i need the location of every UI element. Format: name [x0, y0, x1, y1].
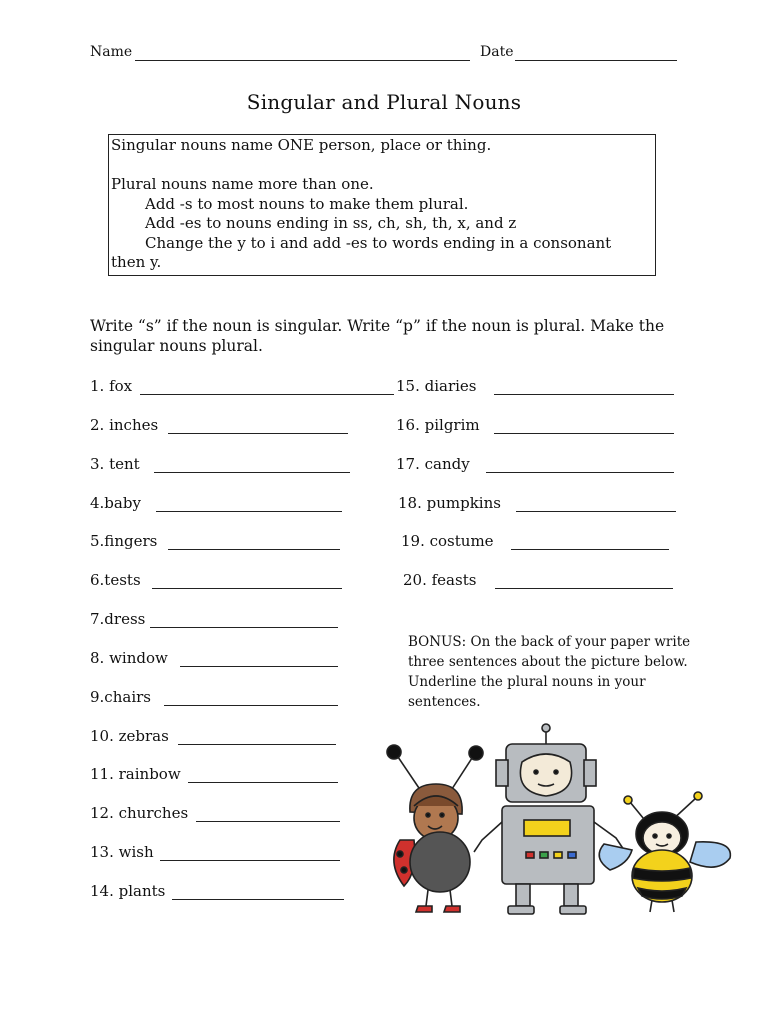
list-item [90, 416, 350, 438]
name-label: Name [90, 44, 133, 60]
answer-line[interactable] [178, 744, 336, 745]
rule-y-to-i-continued: then y. [111, 253, 162, 271]
rule-add-s: Add -s to most nouns to make them plural. [145, 194, 469, 213]
list-item [90, 804, 350, 826]
item-word: 8. window [90, 649, 168, 667]
list-item [396, 455, 686, 477]
list-item [90, 649, 350, 671]
list-item [401, 532, 691, 554]
list-item [396, 416, 686, 438]
answer-line[interactable] [188, 782, 338, 783]
list-item [90, 494, 350, 516]
answer-line[interactable] [168, 433, 348, 434]
answer-line[interactable] [196, 821, 340, 822]
rule-singular: Singular nouns name ONE person, place or thing. [111, 136, 492, 154]
list-item [90, 765, 350, 787]
list-item [90, 843, 350, 865]
answer-line[interactable] [156, 511, 342, 512]
bee-costume-kid [599, 792, 730, 912]
item-word: 14. plants [90, 882, 166, 900]
answer-line[interactable] [152, 588, 342, 589]
item-word: 7.dress [90, 610, 146, 628]
item-word: 6.tests [90, 571, 141, 589]
date-label: Date [480, 44, 514, 60]
item-word: 16. pilgrim [396, 416, 480, 434]
item-word: 3. tent [90, 455, 140, 473]
item-word: 1. fox [90, 377, 133, 395]
name-field[interactable] [135, 60, 470, 61]
item-word: 5.fingers [90, 532, 158, 550]
list-item [90, 571, 350, 593]
list-item [398, 494, 688, 516]
list-item [90, 532, 350, 554]
item-word: 20. feasts [403, 571, 477, 589]
answer-line[interactable] [154, 472, 350, 473]
list-item [90, 688, 350, 710]
item-word: 15. diaries [396, 377, 477, 395]
ladybug-costume-kid [387, 745, 483, 912]
robot-costume-kid [474, 724, 624, 914]
item-word: 17. candy [396, 455, 470, 473]
answer-line[interactable] [486, 472, 674, 473]
rule-y-to-i: Change the y to i and add -es to words ending in a consonant [145, 233, 612, 252]
answer-line[interactable] [494, 394, 674, 395]
list-item [90, 882, 350, 904]
rule-plural: Plural nouns name more than one. [111, 175, 374, 193]
item-word: 9.chairs [90, 688, 151, 706]
list-item [90, 377, 350, 399]
list-item [90, 727, 350, 749]
date-field[interactable] [515, 60, 677, 61]
item-word: 10. zebras [90, 727, 169, 745]
item-word: 19. costume [401, 532, 494, 550]
answer-line[interactable] [180, 666, 338, 667]
answer-line[interactable] [494, 433, 674, 434]
item-word: 4.baby [90, 494, 141, 512]
list-item [90, 455, 350, 477]
answer-line[interactable] [495, 588, 673, 589]
answer-line[interactable] [140, 394, 394, 395]
answer-line[interactable] [168, 549, 340, 550]
list-item [90, 610, 350, 632]
item-word: 13. wish [90, 843, 154, 861]
answer-line[interactable] [150, 627, 338, 628]
costume-kids-illustration [378, 722, 738, 922]
item-word: 12. churches [90, 804, 189, 822]
item-word: 18. pumpkins [398, 494, 501, 512]
answer-line[interactable] [172, 899, 344, 900]
rule-add-es: Add -es to nouns ending in ss, ch, sh, th, x, and z [145, 214, 517, 232]
list-item [403, 571, 693, 593]
answer-line[interactable] [160, 860, 340, 861]
answer-line[interactable] [164, 705, 338, 706]
item-word: 11. rainbow [90, 765, 181, 783]
answer-line[interactable] [511, 549, 669, 550]
answer-line[interactable] [516, 511, 676, 512]
page-title: Singular and Plural Nouns [246, 90, 522, 114]
instructions: Write “s” if the noun is singular. Write “p” if the noun is plural. Make the singular nouns plural. [90, 317, 665, 355]
bonus-text: BONUS: On the back of your paper write three sentences about the picture below. Underline the plural nouns in your sentences. [408, 634, 691, 710]
item-word: 2. inches [90, 416, 159, 434]
rules-box [108, 134, 656, 276]
list-item [396, 377, 686, 399]
